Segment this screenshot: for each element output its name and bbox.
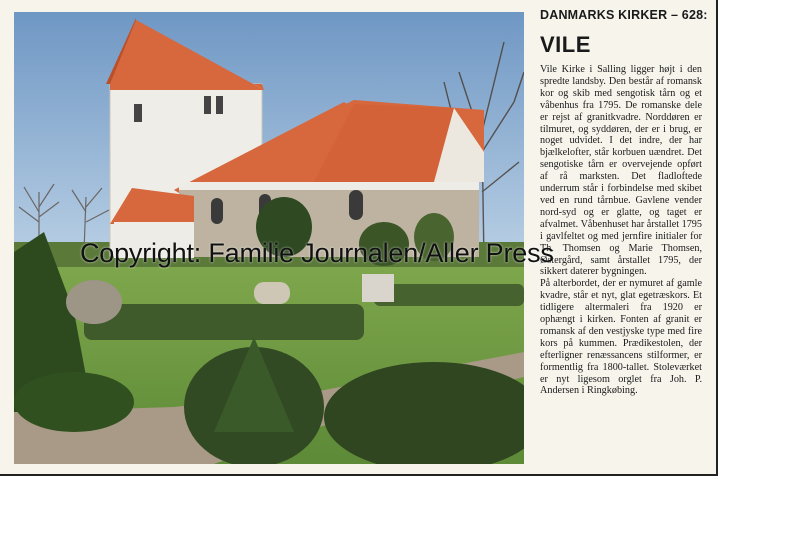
description-paragraph-2: På alterbordet, der er nymuret af gamle kvadre, står et nyt, glat egetræskors. Et tidligere altermaleri fra 1920 er ophængt i kirken. Fonten af granit er romansk af den vestjyske type med fire kors på kummen. Prædikestolen, der efterligner renæssancens stilformer, er formentlig fra 1800-tallet. Stoleværket er nyt ligesom orglet fra Joh. P. Andersen i Ringkøbing. [540, 278, 702, 397]
series-label: DANMARKS KIRKER – 628: [540, 8, 708, 22]
description-paragraph-1: Vile Kirke i Salling ligger højt i den spredte landsby. Den består af romansk kor og skib med sengotisk tårn og et våbenhus fra 1795. De romanske dele er rejst af granitkvadre. Norddøren er tilmuret, og syddøren, der er i brug, er noget udvidet. I det indre, der har bjælkelofter, står korbuen uændret. Det sengotiske tårn er overvejende opført af rå marksten. Det fladloftede underrum står i forbindelse med skibet ved en rund tårnbue. Gavlene vender nord-syd og er glatte, og taget er afvalmet. Våbenhuset har årstallet 1795 i gavlfeltet og med jernfire initialer for Th. Thomsen og Marie Thomsen, Østergård, samt årstallet 1795, der sikkert daterer bygningen. [540, 64, 702, 278]
church-title: VILE [540, 32, 591, 57]
copyright-watermark: Copyright: Familie Journalen/Aller Press [80, 238, 554, 268]
description [540, 64, 702, 397]
